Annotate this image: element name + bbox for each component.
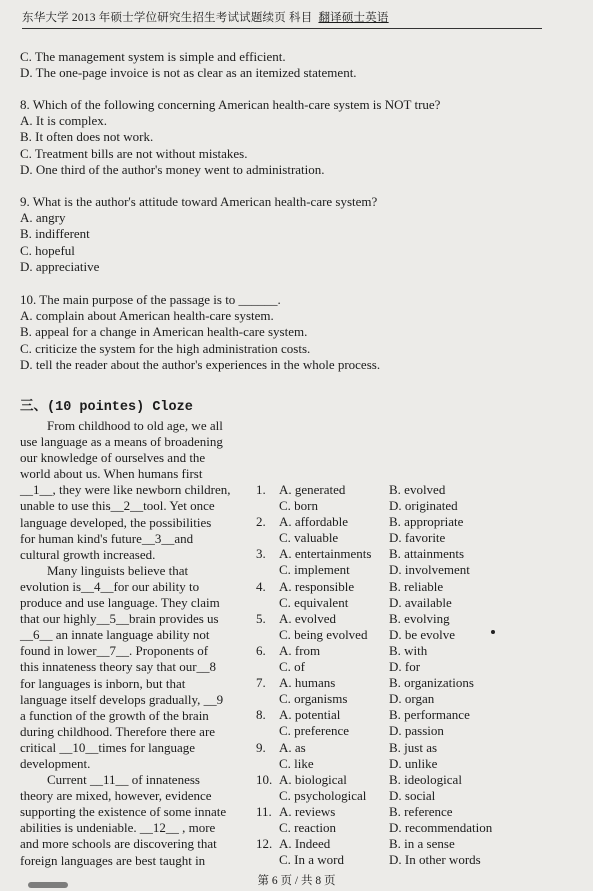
- option-choice: D. available: [389, 594, 452, 610]
- passage-line: cultural growth increased.: [20, 546, 156, 562]
- option-choice: A. from: [279, 642, 321, 658]
- passage-line: evolution is__4__for our ability to: [20, 578, 200, 594]
- option-number: [256, 530, 279, 546]
- option-number: [256, 562, 279, 578]
- passage-line: Current __11__ of innateness: [47, 772, 200, 788]
- stray-mark: [491, 630, 495, 634]
- passage-line: and more schools are discovering that: [20, 836, 217, 852]
- passage-line: language developed, the possibilities: [20, 514, 212, 530]
- option-line: A. complain about American health-care system.: [20, 308, 274, 324]
- passage-line: our knowledge of ourselves and the: [20, 450, 206, 466]
- option-number: 1.: [256, 482, 266, 497]
- passage-line: critical __10__times for language: [20, 739, 196, 755]
- passage-line: a function of the growth of the brain: [20, 707, 209, 723]
- passage-line: supporting the existence of some innate: [20, 804, 227, 820]
- header-subject: 翻译硕士英语: [318, 12, 389, 24]
- option-choice: A. evolved: [279, 610, 337, 626]
- option-number: [256, 659, 279, 675]
- option-number: [256, 852, 279, 868]
- option-choice: D. originated: [389, 498, 458, 514]
- option-choice: B. appropriate: [389, 514, 464, 530]
- option-row: [256, 804, 499, 820]
- option-choice: B. evolving: [389, 610, 450, 626]
- option-number: 7.: [256, 675, 266, 691]
- passage-line: foreign languages are best taught in: [20, 852, 206, 868]
- option-line: D. appreciative: [20, 258, 100, 274]
- option-choice: B. in a sense: [389, 836, 455, 852]
- option-choice: A. biological: [279, 771, 347, 787]
- passage-line: world about us. When humans first: [20, 466, 203, 482]
- question-10: [20, 292, 380, 373]
- option-number: 2.: [256, 514, 266, 530]
- question-stem: 9. What is the author's attitude toward American health-care system?: [20, 194, 378, 209]
- passage-line: development.: [20, 755, 91, 771]
- option-line: A. angry: [20, 210, 66, 226]
- option-choice: B. reliable: [389, 578, 444, 594]
- option-row: [256, 611, 499, 627]
- option-choice: A. humans: [279, 675, 336, 691]
- passage-line: unable to use this__2__tool. Yet once: [20, 498, 215, 514]
- option-choice: D. passion: [389, 723, 444, 739]
- option-choice: D. be evolve: [389, 626, 456, 642]
- option-choice: A. affordable: [279, 514, 349, 530]
- cloze-passage: [20, 418, 248, 869]
- option-number: 5.: [256, 610, 266, 626]
- option-choice: B. organizations: [389, 675, 474, 691]
- option-row: [256, 691, 499, 707]
- option-number: [256, 691, 279, 707]
- passage-line: that our highly__5__brain provides us: [20, 611, 219, 627]
- option-row: [256, 546, 499, 562]
- question-9: [20, 194, 377, 275]
- passage-line: produce and use language. They claim: [20, 595, 220, 611]
- option-choice: B. attainments: [389, 546, 465, 562]
- page-footer: 第 6 页 / 共 8 页: [257, 875, 336, 887]
- option-choice: A. responsible: [279, 578, 355, 594]
- option-choice: D. social: [389, 787, 436, 803]
- option-row: [256, 740, 499, 756]
- option-choice: C. of: [279, 659, 305, 675]
- option-choice: C. equivalent: [279, 594, 349, 610]
- passage-line: for human kind's future__3__and: [20, 530, 194, 546]
- option-row: [256, 852, 499, 868]
- option-choice: D. recommendation: [389, 819, 493, 835]
- question-stem: 8. Which of the following concerning American health-care system is NOT true?: [20, 97, 441, 112]
- option-choice: A. generated: [279, 482, 346, 497]
- option-choice: C. born: [279, 498, 318, 514]
- header-text: 东华大学 2013 年硕士学位研究生招生考试试题续页 科目: [22, 12, 313, 24]
- option-line: B. appeal for a change in American health-care system.: [20, 324, 308, 340]
- option-choice: D. for: [389, 659, 421, 675]
- option-row: [256, 579, 499, 595]
- passage-line: __1__, they were like newborn children,: [20, 482, 231, 498]
- option-line: A. It is complex.: [20, 113, 108, 129]
- option-choice: A. reviews: [279, 803, 336, 819]
- option-row: [256, 498, 499, 514]
- option-choice: A. as: [279, 739, 306, 755]
- option-choice: C. implement: [279, 562, 350, 578]
- passage-line: during childhood. Therefore there are: [20, 723, 216, 739]
- passage-line: theory are mixed, however, evidence: [20, 788, 212, 804]
- option-row: [256, 675, 499, 691]
- passage-line: found in lower__7__. Proponents of: [20, 643, 209, 659]
- option-number: [256, 498, 279, 514]
- passage-line: this innateness theory say that our__8: [20, 659, 217, 675]
- option-number: 11.: [256, 803, 272, 819]
- option-row: [256, 820, 499, 836]
- option-choice: B. with: [389, 642, 428, 658]
- option-choice: A. Indeed: [279, 836, 331, 852]
- option-number: [256, 627, 279, 643]
- option-choice: A. entertainments: [279, 546, 372, 562]
- option-choice: D. favorite: [389, 530, 446, 546]
- option-choice: B. evolved: [389, 482, 446, 497]
- option-choice: B. reference: [389, 803, 453, 819]
- option-choice: D. unlike: [389, 755, 438, 771]
- option-line: D. One third of the author's money went to administration.: [20, 161, 325, 177]
- option-line: C. criticize the system for the high administration costs.: [20, 340, 311, 356]
- option-row: [256, 772, 499, 788]
- option-line: C. Treatment bills are not without mistakes.: [20, 145, 248, 161]
- option-row: [256, 788, 499, 804]
- option-choice: D. involvement: [389, 562, 470, 578]
- option-number: [256, 723, 279, 739]
- option-row: [256, 482, 499, 498]
- option-number: 3.: [256, 546, 266, 562]
- option-line: D. tell the reader about the author's experiences in the whole process.: [20, 356, 381, 372]
- question-8: [20, 97, 440, 178]
- option-row: [256, 836, 499, 852]
- option-row: [256, 659, 499, 675]
- option-line: D. The one-page invoice is not as clear as an itemized statement.: [20, 65, 357, 81]
- option-row: [256, 707, 499, 723]
- option-row: [256, 756, 499, 772]
- passage-line: From childhood to old age, we all: [47, 418, 223, 433]
- option-choice: D. In other words: [389, 852, 481, 868]
- option-line: B. It often does not work.: [20, 129, 154, 145]
- option-row: [256, 514, 499, 530]
- option-row: [256, 530, 499, 546]
- option-number: [256, 756, 279, 772]
- page-header: [22, 9, 542, 29]
- option-choice: C. preference: [279, 723, 350, 739]
- option-row: [256, 595, 499, 611]
- option-number: 8.: [256, 707, 266, 723]
- option-row: [256, 562, 499, 578]
- option-number: 12.: [256, 836, 273, 852]
- option-choice: D. organ: [389, 691, 435, 707]
- option-choice: B. ideological: [389, 771, 462, 787]
- option-row: [256, 643, 499, 659]
- passage-line: for languages is inborn, but that: [20, 675, 186, 691]
- option-row: [256, 627, 499, 643]
- option-choice: C. being evolved: [279, 626, 368, 642]
- option-choice: C. organisms: [279, 691, 348, 707]
- passage-line: Many linguists believe that: [47, 562, 189, 578]
- section-title-cloze: 三、(10 pointes) Cloze: [20, 400, 193, 415]
- option-line: B. indifferent: [20, 226, 90, 242]
- option-row: [256, 723, 499, 739]
- question-7-tail: [20, 49, 357, 81]
- passage-line: use language as a means of broadening: [20, 434, 223, 450]
- option-number: [256, 595, 279, 611]
- option-choice: C. In a word: [279, 852, 344, 868]
- question-stem: 10. The main purpose of the passage is to ______.: [20, 292, 281, 307]
- option-choice: C. psychological: [279, 787, 367, 803]
- option-choice: B. just as: [389, 739, 438, 755]
- option-choice: C. valuable: [279, 530, 339, 546]
- option-number: 9.: [256, 739, 266, 755]
- cloze-options: [256, 482, 499, 868]
- passage-line: abilities is undeniable. __12__ , more: [20, 820, 216, 836]
- passage-line: language itself develops gradually, __9: [20, 691, 224, 707]
- option-number: 4.: [256, 578, 266, 594]
- option-number: [256, 820, 279, 836]
- option-line: C. The management system is simple and efficient.: [20, 49, 286, 64]
- option-choice: C. reaction: [279, 819, 337, 835]
- passage-line: __6__ an innate language ability not: [20, 627, 210, 643]
- option-number: 10.: [256, 771, 273, 787]
- option-number: [256, 788, 279, 804]
- option-line: C. hopeful: [20, 242, 75, 258]
- option-choice: C. like: [279, 755, 314, 771]
- option-choice: B. performance: [389, 707, 470, 723]
- option-number: 6.: [256, 642, 266, 658]
- option-choice: A. potential: [279, 707, 341, 723]
